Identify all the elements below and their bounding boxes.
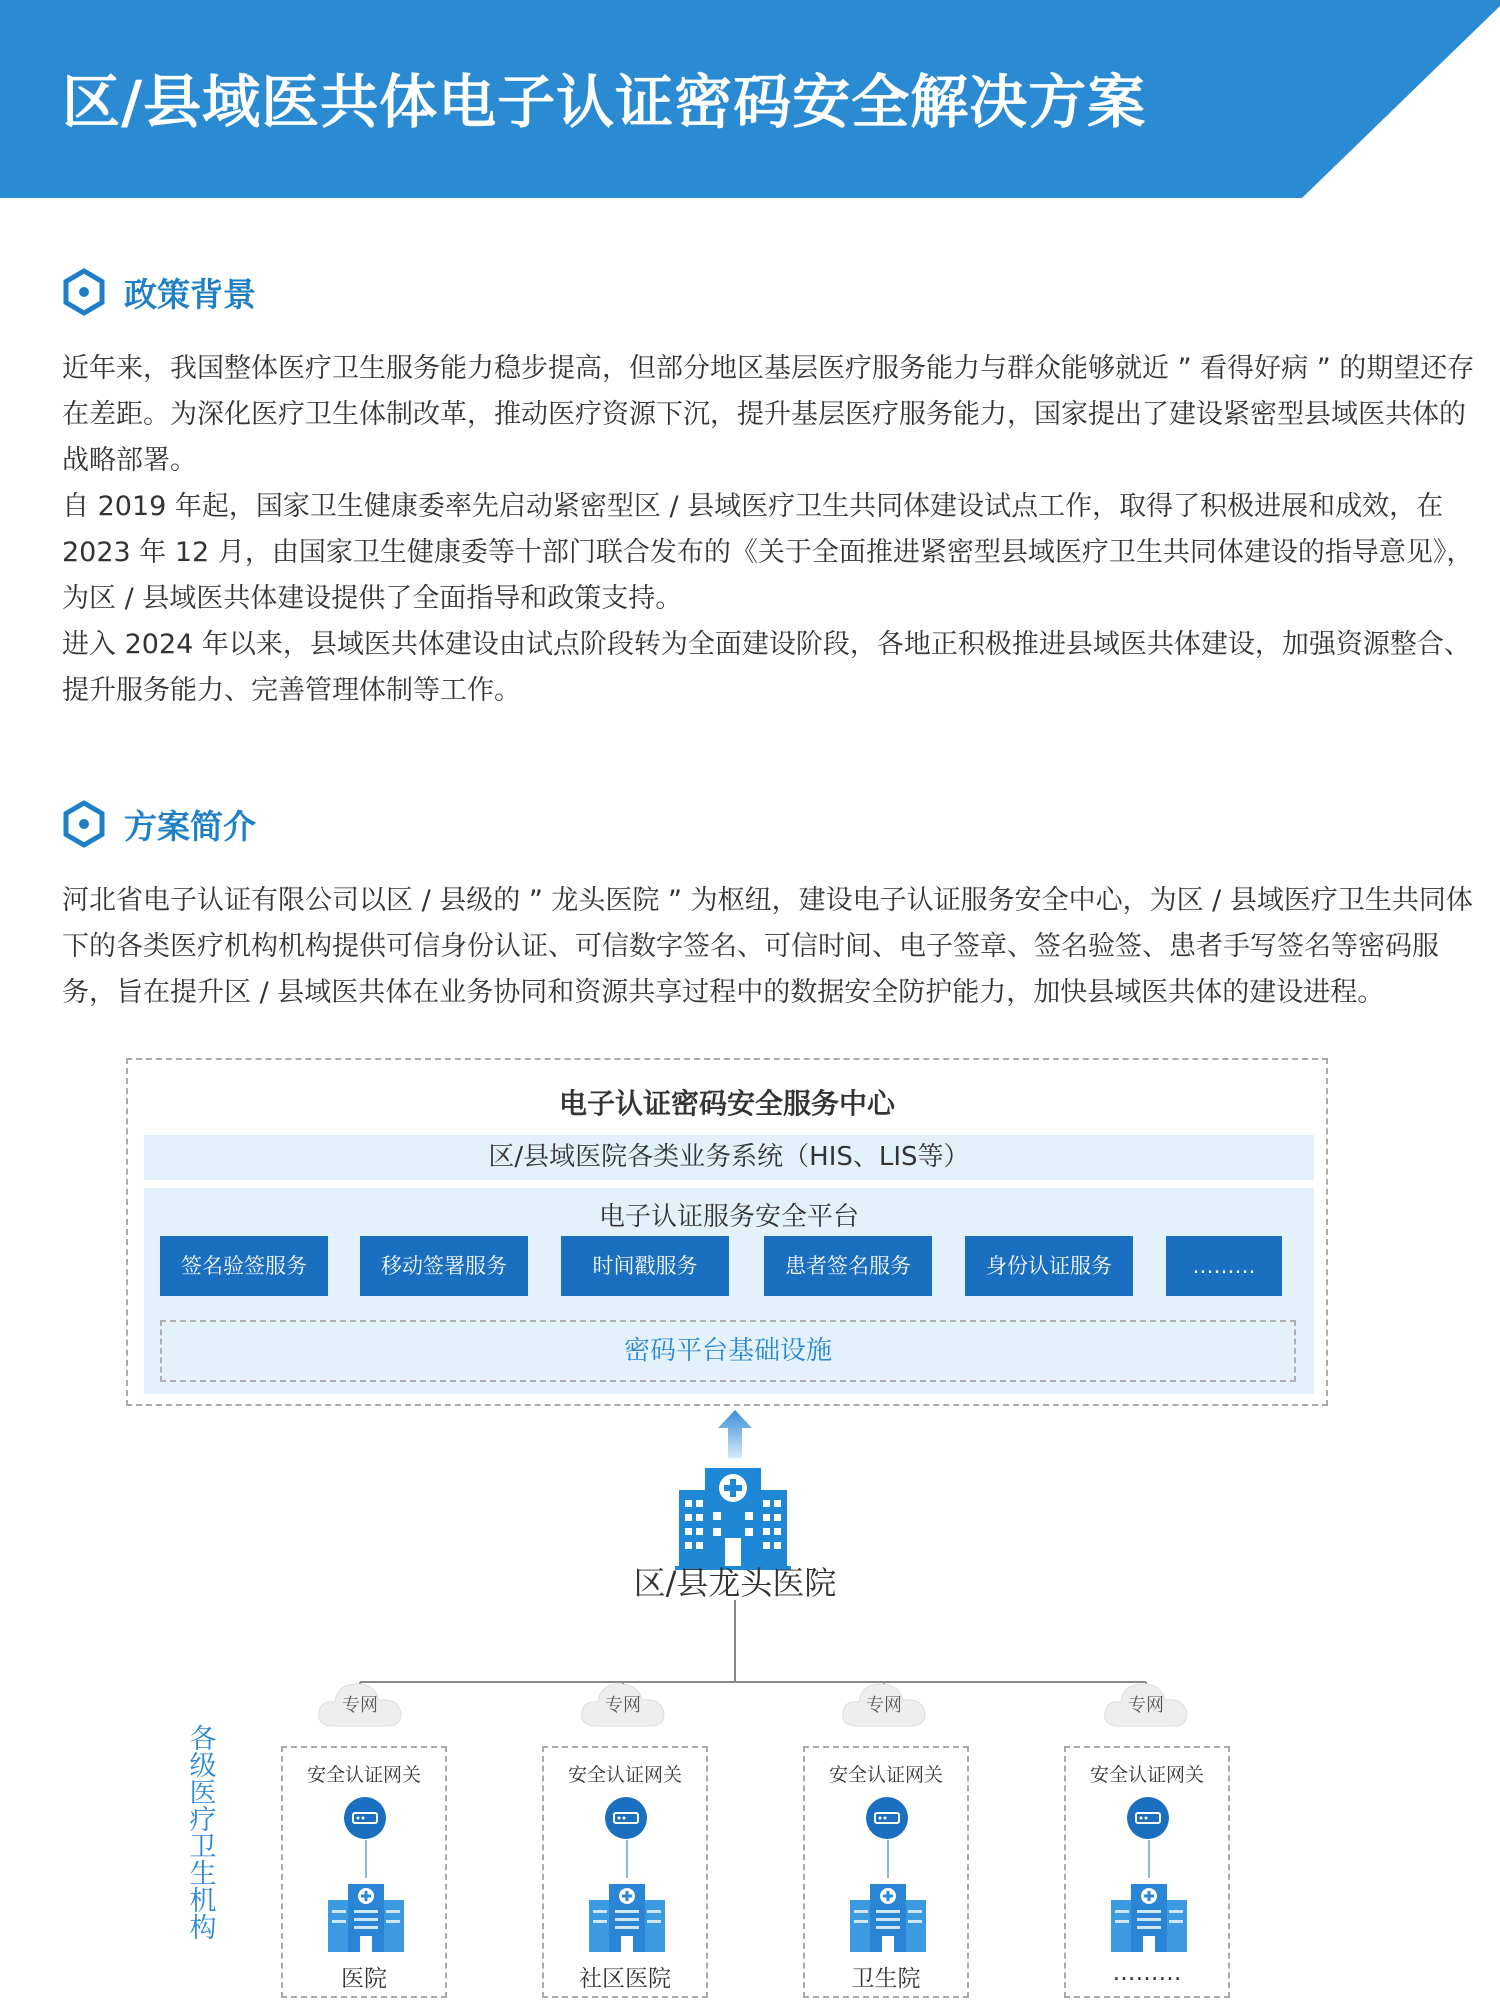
section-title: 政策背景 [124, 274, 256, 314]
side-label-char: 各 [189, 1724, 217, 1755]
section-header-policy [62, 264, 256, 320]
service-box: 患者签名服务 [764, 1236, 932, 1296]
hospital-icon [587, 1878, 667, 1952]
gateway-label: 安全认证网关 [306, 1764, 421, 1786]
hospital-icon [1109, 1878, 1189, 1952]
infrastructure-box: 密码平台基础设施 [160, 1320, 1296, 1382]
private-network-cloud [578, 1674, 668, 1732]
hospital-icon [326, 1878, 406, 1952]
service-box: 身份认证服务 [965, 1236, 1133, 1296]
network-label: 专网 [605, 1695, 641, 1716]
institution-node [281, 1746, 447, 1998]
gateway-icon [343, 1796, 387, 1840]
gateway-icon [604, 1796, 648, 1840]
side-label-char: 卫 [189, 1832, 217, 1863]
network-label: 专网 [866, 1695, 902, 1716]
gateway-icon [865, 1796, 909, 1840]
network-label: 专网 [342, 1695, 378, 1716]
hexagon-bullet-icon [62, 800, 106, 848]
policy-text [62, 346, 1492, 714]
node-connector [365, 1840, 367, 1878]
private-network-cloud [1101, 1674, 1191, 1732]
private-network-cloud [315, 1674, 405, 1732]
hub-hospital-label: 区/县龙头医院 [633, 1564, 837, 1602]
solution-text [62, 878, 1492, 1016]
hospital-building-icon [675, 1460, 791, 1570]
institution-label: 卫生院 [851, 1966, 921, 1992]
node-connector [1148, 1840, 1150, 1878]
service-box: 时间戳服务 [561, 1236, 729, 1296]
hospital-icon [848, 1878, 928, 1952]
platform-area [144, 1188, 1314, 1394]
institution-node [1064, 1746, 1230, 1998]
service-box: 移动签署服务 [360, 1236, 528, 1296]
paragraph: 河北省电子认证有限公司以区 / 县级的 ” 龙头医院 ” 为枢纽，建设电子认证服务安全中心，为区 / 县域医疗卫生共同体下的各类医疗机构机构提供可信身份认证、可信数字签名、可信时间、电子签章、签名验签、患者手写签名等密码服务，旨在提升区 / 县域医共体在业务协同和资源共享过程中的数据安全防护能力，加快县域医共体的建设进程。 [62, 885, 1473, 1008]
paragraph: 自 2019 年起，国家卫生健康委率先启动紧密型区 / 县域医疗卫生共同体建设试点工作，取得了积极进展和成效，在 2023 年 12 月，由国家卫生健康委等十部门联合发布的《关于全面推进紧密型县域医疗卫生共同体建设的指导意见》，为区 / 县域医共体建设提供了全面指导和政策支持。 [62, 491, 1474, 614]
service-center-box [126, 1058, 1328, 1406]
architecture-diagram [0, 1040, 1500, 2009]
institution-node [542, 1746, 708, 1998]
connector-tree [0, 1600, 1500, 1760]
section-title: 方案简介 [124, 806, 256, 846]
institution-label: 社区医院 [579, 1966, 671, 1992]
side-label-char: 构 [189, 1913, 217, 1944]
section-header-solution [62, 796, 256, 852]
side-label-char: 机 [189, 1886, 217, 1917]
paragraph: 进入 2024 年以来，县域医共体建设由试点阶段转为全面建设阶段，各地正积极推进县域医共体建设，加强资源整合、提升服务能力、完善管理体制等工作。 [62, 629, 1471, 706]
service-box: ……… [1166, 1236, 1282, 1296]
institutions-side-label [188, 1726, 218, 1942]
private-network-cloud [839, 1674, 929, 1732]
gateway-label: 安全认证网关 [567, 1764, 682, 1786]
page-title: 区/县域医共体电子认证密码安全解决方案 [62, 68, 1147, 136]
service-box: 签名验签服务 [160, 1236, 328, 1296]
gateway-icon [1126, 1796, 1170, 1840]
up-arrow-icon [718, 1410, 752, 1458]
side-label-char: 生 [189, 1859, 217, 1890]
business-systems-bar: 区/县域医院各类业务系统（HIS、LIS等） [144, 1135, 1314, 1180]
institution-node [803, 1746, 969, 1998]
side-label-char: 级 [189, 1751, 217, 1782]
node-connector [887, 1840, 889, 1878]
node-connector [626, 1840, 628, 1878]
platform-title: 电子认证服务安全平台 [598, 1202, 859, 1232]
side-label-char: 疗 [189, 1805, 217, 1836]
network-label: 专网 [1128, 1695, 1164, 1716]
institution-label: ……… [1112, 1960, 1182, 1986]
gateway-label: 安全认证网关 [1089, 1764, 1204, 1786]
paragraph: 近年来，我国整体医疗卫生服务能力稳步提高，但部分地区基层医疗服务能力与群众能够就近 ” 看得好病 ” 的期望还存在差距。为深化医疗卫生体制改革，推动医疗资源下沉，提升基层医疗服务能力，国家提出了建设紧密型县域医共体的战略部署。 [62, 353, 1475, 476]
service-center-title: 电子认证密码安全服务中心 [558, 1087, 895, 1120]
institution-label: 医院 [341, 1966, 387, 1992]
gateway-label: 安全认证网关 [828, 1764, 943, 1786]
side-label-char: 医 [189, 1778, 217, 1809]
hexagon-bullet-icon [62, 268, 106, 316]
